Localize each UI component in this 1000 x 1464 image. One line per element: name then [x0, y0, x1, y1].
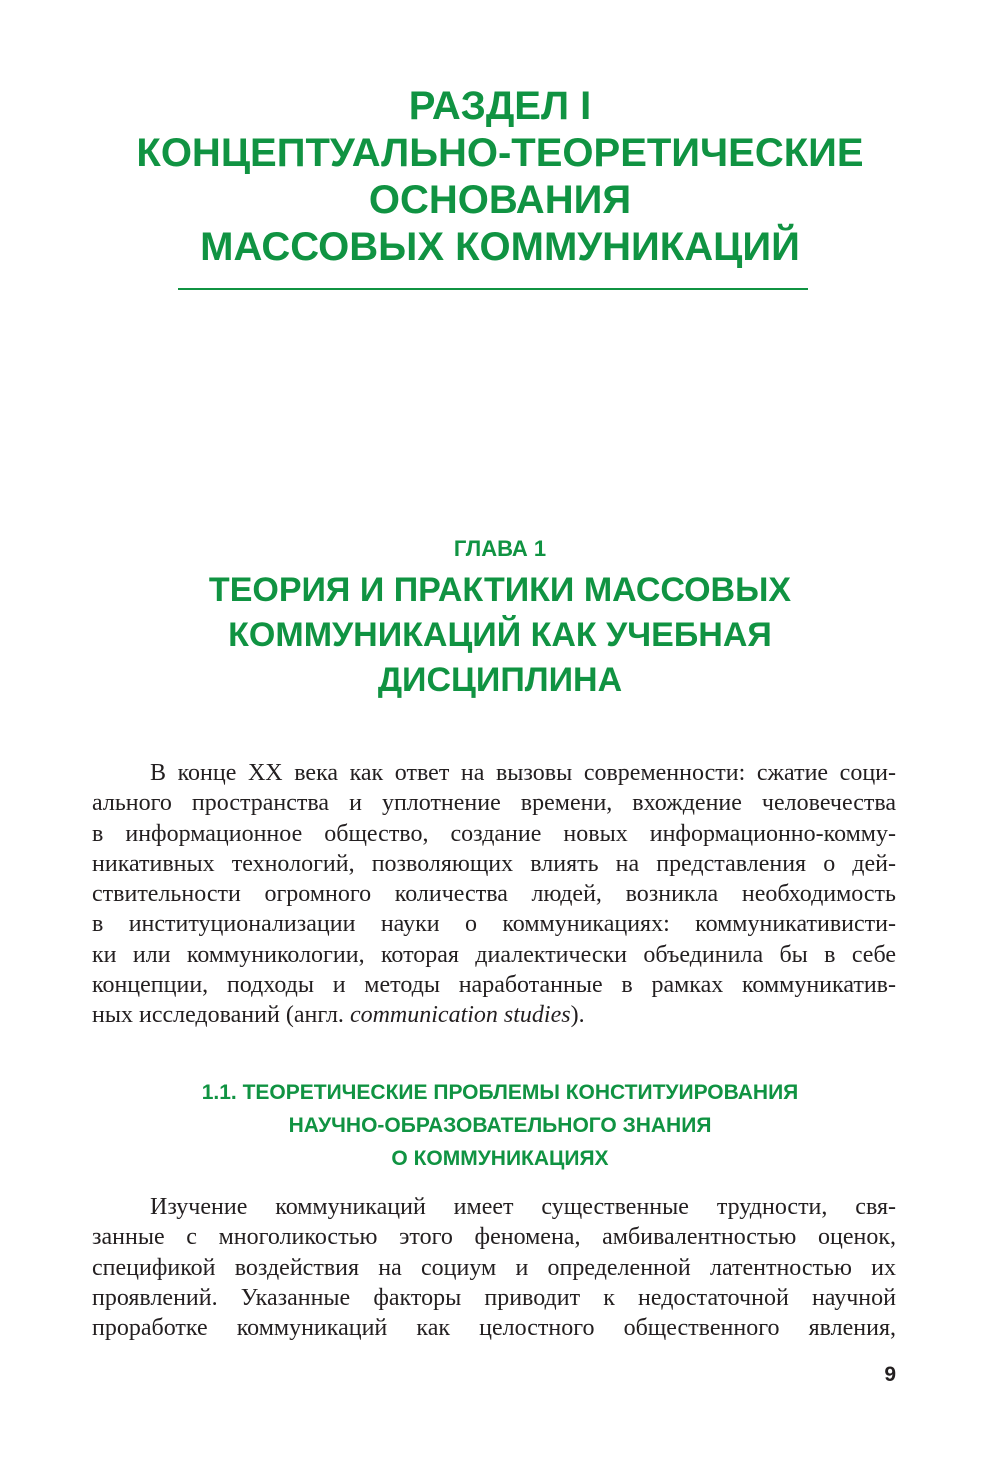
section-title-line-2: НАУЧНО-ОБРАЗОВАТЕЛЬНОГО ЗНАНИЯ [288, 1114, 712, 1137]
section-line-1: Изучение коммуникаций имеет существенные трудности, свя- [150, 1194, 896, 1220]
chapter-title-line-3: ДИСЦИПЛИНА [377, 661, 623, 699]
section-title-line-1: 1.1. ТЕОРЕТИЧЕСКИЕ ПРОБЛЕМЫ КОНСТИТУИРОВАНИЯ [201, 1081, 799, 1104]
section-title [0, 1076, 1000, 1175]
intro-paragraph [92, 758, 896, 1031]
part-heading [0, 83, 1000, 271]
part-title-line-2: ОСНОВАНИЯ [368, 178, 632, 222]
intro-line-5: ствительности огромного количества людей, возникла необходимость [92, 881, 896, 908]
chapter-title-line-1: ТЕОРИЯ И ПРАКТИКИ МАССОВЫХ [208, 571, 792, 609]
part-title-line-3: МАССОВЫХ КОММУНИКАЦИЙ [200, 225, 800, 269]
intro-line-8: концепции, подходы и методы наработанные в рамках коммуникатив- [92, 972, 896, 999]
intro-line-6: в институционализации науки о коммуникациях: коммуникативисти- [92, 911, 896, 938]
intro-line-9-prefix: ных исследований (англ. [92, 1002, 350, 1029]
section-line-4: проявлений. Указанные факторы приводит к недостаточной научной [92, 1284, 896, 1311]
english-term: communication studies [349, 1002, 571, 1029]
intro-line-3: в информационное общество, создание новых информационно-комму- [92, 820, 896, 847]
chapter-title [0, 568, 1000, 703]
section-line-2: занные с многоликостью этого феномена, амбивалентностью оценок, [92, 1224, 896, 1251]
intro-line-9 [92, 1000, 896, 1030]
intro-line-1: В конце XX века как ответ на вызовы современности: сжатие соци- [150, 760, 896, 786]
intro-line-4: никативных технологий, позволяющих влиять на представления о дей- [92, 850, 896, 877]
part-label: РАЗДЕЛ I [408, 84, 592, 128]
intro-line-9-suffix: ). [570, 1002, 585, 1029]
chapter-label: ГЛАВА 1 [453, 536, 547, 561]
section-paragraph [92, 1192, 896, 1343]
page-number: 9 [884, 1363, 896, 1386]
chapter-title-line-2: КОММУНИКАЦИЙ КАК УЧЕБНАЯ [228, 616, 772, 654]
part-title-line-1: КОНЦЕПТУАЛЬНО-ТЕОРЕТИЧЕСКИЕ [136, 131, 864, 175]
section-title-line-3: О КОММУНИКАЦИЯХ [391, 1147, 609, 1170]
section-line-3: спецификой воздействия на социум и определенной латентностью их [92, 1254, 896, 1281]
intro-line-7: ки или коммуникологии, которая диалектически объединила бы в себе [92, 941, 896, 968]
intro-line-2: ального пространства и уплотнение времени, вхождение человечества [92, 790, 896, 817]
section-line-5: проработке коммуникаций как целостного общественного явления, [92, 1315, 896, 1342]
part-divider [178, 288, 808, 290]
